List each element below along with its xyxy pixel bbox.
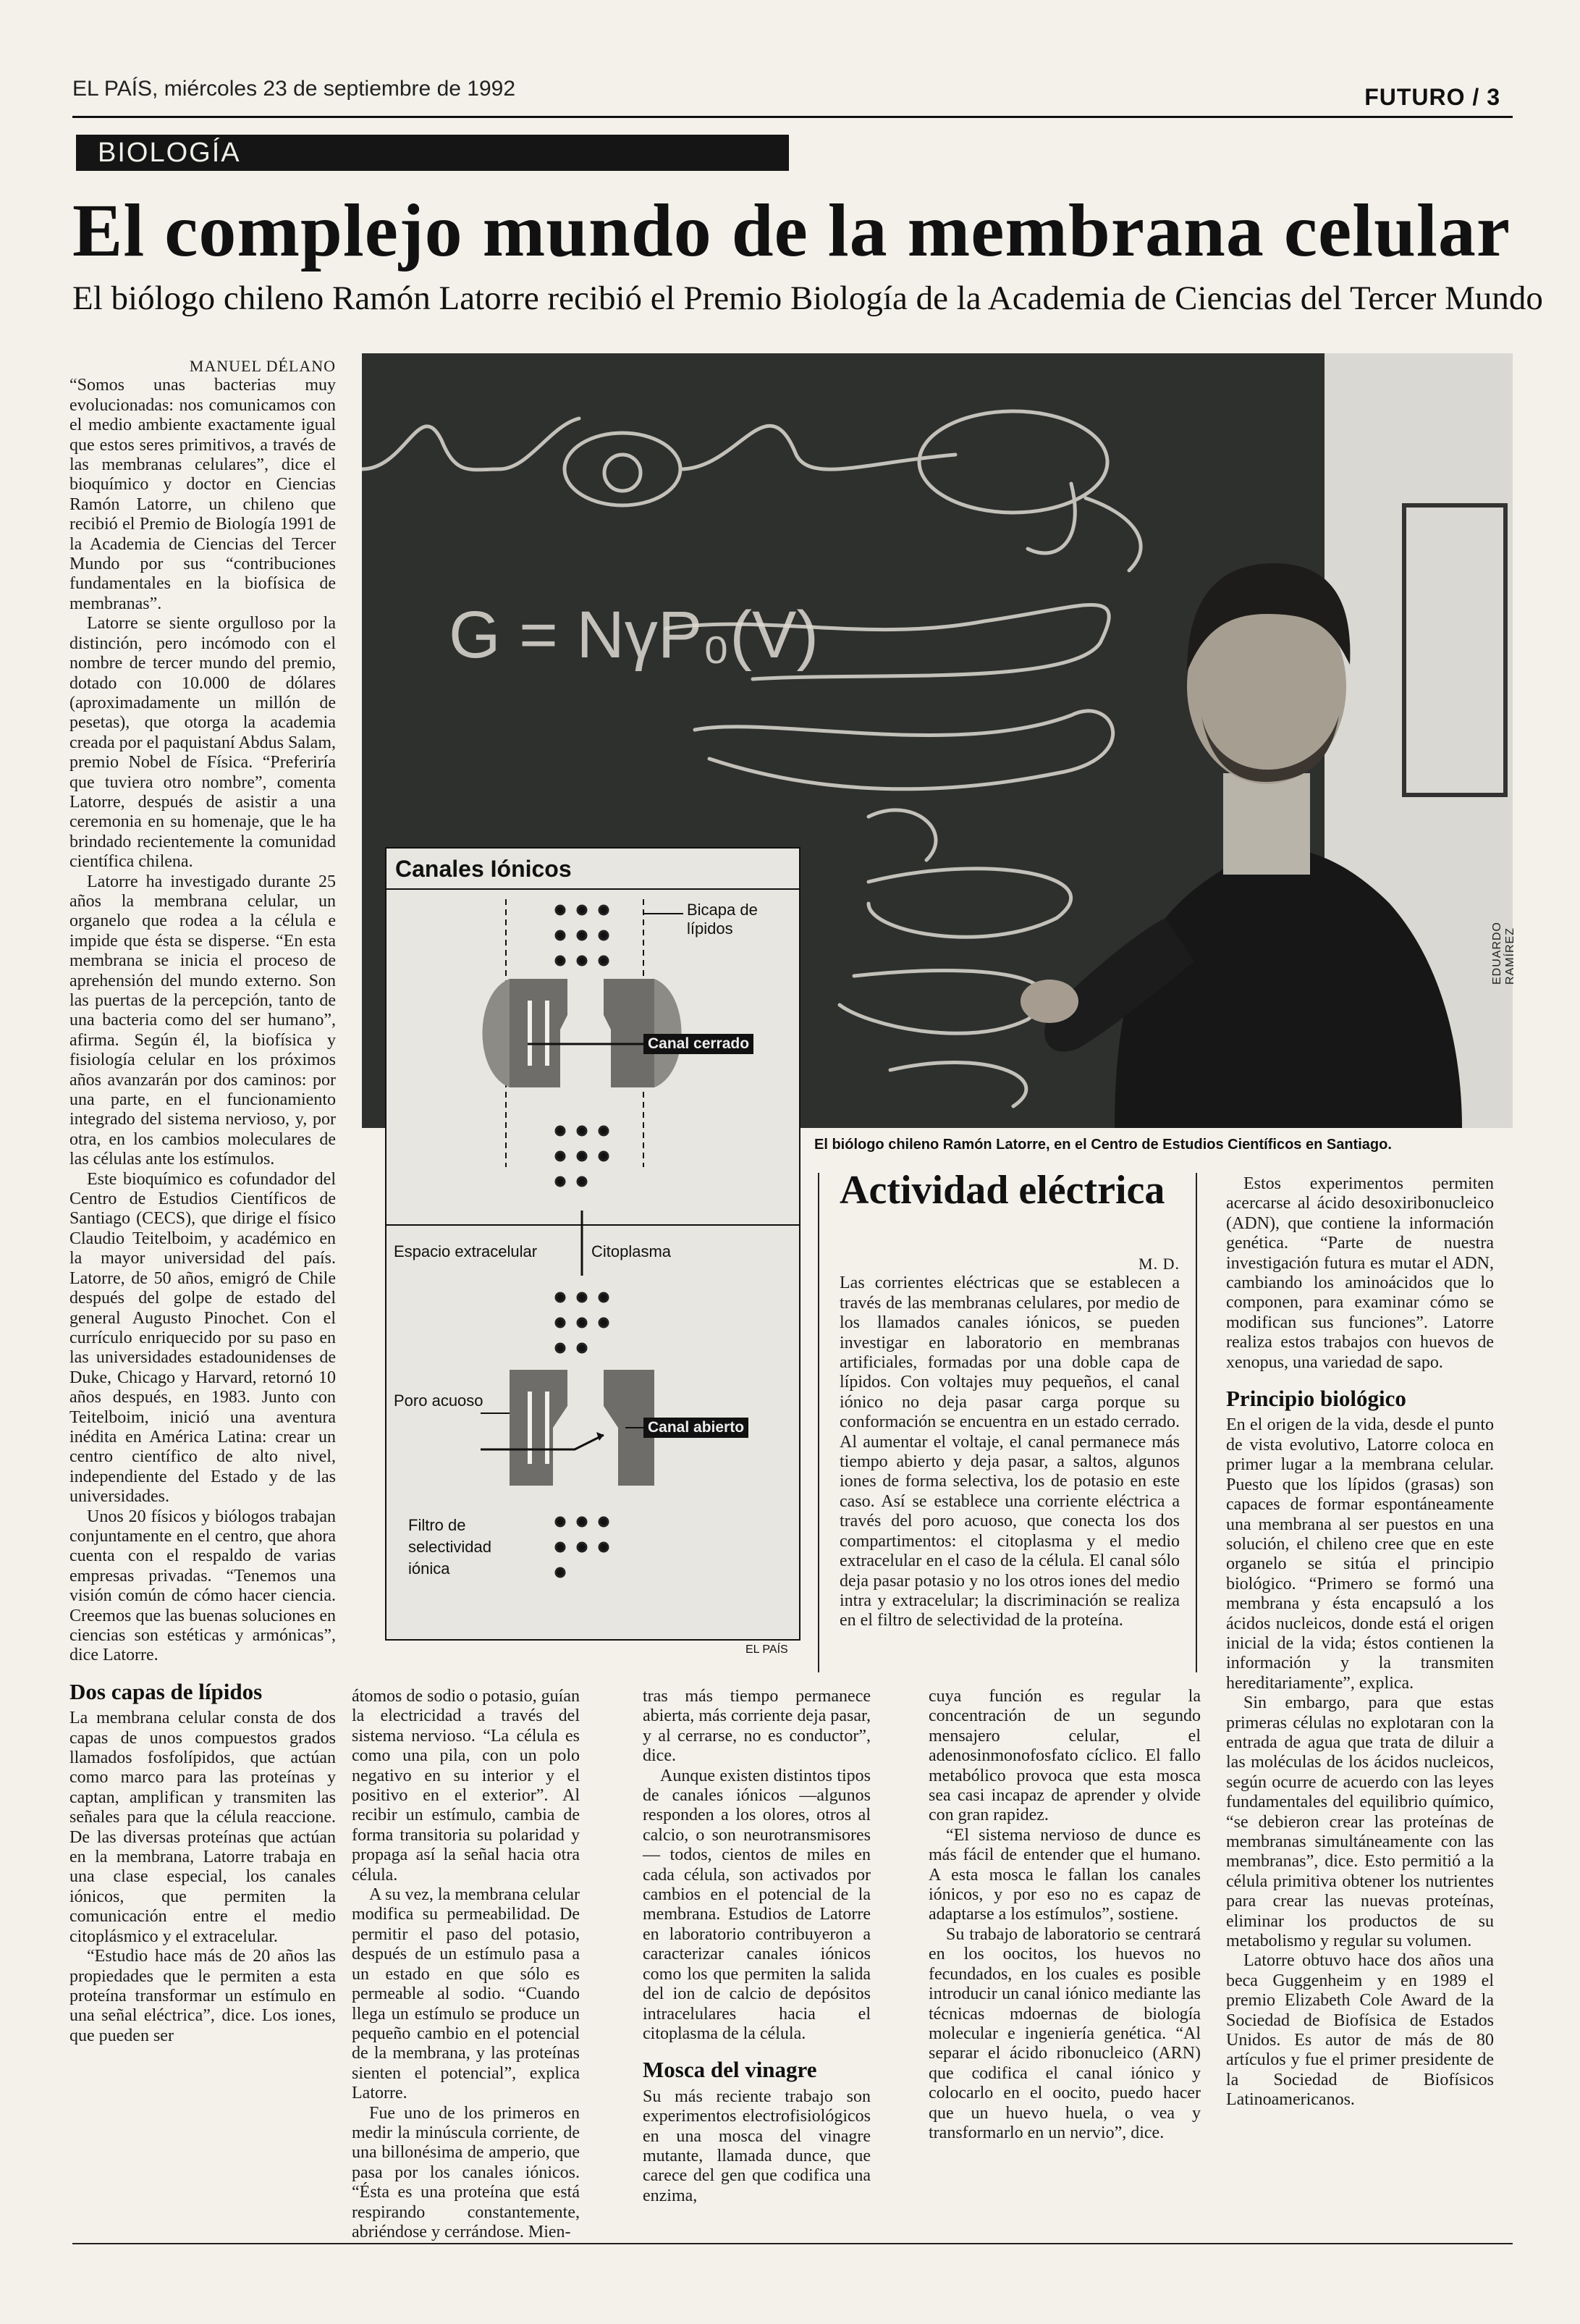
subheadline: El biólogo chileno Ramón Latorre recibió el Premio Biología de la Academia de Ciencias del Tercer Mundo	[72, 279, 1543, 317]
subheading-dos-capas: Dos capas de lípidos	[69, 1678, 263, 1704]
paragraph: En el origen de la vida, desde el punto de vista evolutivo, Latorre coloca en primer lugar a la membrana celular. Puesto que los lípidos (grasas) son capaces de formar espontáneamente una membrana al ser puestos en una solución, el chileno cree que en este organelo se sitúa el principio biológico. “Primero se formó una membrana y ésta encapsuló a los ácidos nucleicos, donde está el origen inicial de la vida; éstos contienen la información y la transmiten hereditariamente”, explica.	[1226, 1415, 1494, 1693]
paragraph: Unos 20 físicos y biólogos trabajan conjuntamente en el centro, que ahora cuenta con el respaldo de varias empresas privadas. “Tenemos una visión común de cómo hacer ciencia. Creemos que las buenas soluciones en ciencias son estéticas y armónicas”, dice Latorre.	[69, 1507, 336, 1665]
paragraph: Las corrientes eléctricas que se establecen a través de las membranas celulares, por medio de los llamados canales iónicos, se pueden investigar en laboratorio en membranas artificiales, formadas por una doble capa de lípidos. Con voltajes muy pequeños, el canal iónico no deja pasar carga porque su conformación se encuentra en un estado cerrado. Al aumentar el voltaje, el canal permanece más tiempo abierto y deja pasar, a saltos, algunos iones de forma selectiva, los de potasio en este caso. Así se establece una corriente eléctrica a través del poro acuoso, que conecta los dos compartimentos: el citoplasma y el medio extracelular en el caso de la célula. El canal sólo deja pasar potasio y no los otros iones del medio intra y extracelular; la discriminación se realiza en el filtro de selectividad de la proteína.	[840, 1273, 1180, 1630]
footer-rule	[72, 2243, 1513, 2244]
paragraph: cuya función es regular la concentración de un segundo mensajero celular, el adenosinmonofosfato cíclico. El fallo metabólico provoca que esta mosca sea casi incapaz de aprender y olvide con gran rapidez.	[929, 1687, 1201, 1825]
label-citoplasma: Citoplasma	[591, 1242, 672, 1260]
photo-caption: El biólogo chileno Ramón Latorre, en el Centro de Estudios Científicos en Santiago.	[814, 1137, 1392, 1153]
paragraph: tras más tiempo permanece abierta, más corriente deja pasar, y al cerrarse, no es conductor”, dice.	[643, 1687, 871, 1766]
board-formula: G = NγP₀(V)	[449, 598, 819, 672]
paragraph: Latorre se siente orgulloso por la distinción, pero incómodo con el nombre de tercer mundo del premio, dotado con 10.000 de dólares (aproximadamente un millón de pesetas), que otorga la academia creada por el paquistaní Abdus Salam, premio Nobel de Física. “Preferiría que tuviera otro nombre”, comenta Latorre, después de asistir a una ceremonia en su homenaje, que le ha brindado recientemente la comunidad científica chilena.	[69, 614, 336, 872]
photo-credit: EDUARDO RAMÍREZ	[1491, 921, 1516, 985]
sidebar-actividad-text	[840, 1254, 1180, 1631]
paragraph: “Estudio hace más de 20 años las propiedades que le permiten a esta proteína transformar un estímulo en una señal eléctrica”, dice. Los iones, que pueden ser	[69, 1947, 336, 2045]
column-4	[929, 1687, 1201, 2143]
label-filtro-selectividad: Filtro de selectividad iónica	[408, 1516, 491, 1578]
paragraph: “Somos unas bacterias muy evolucionadas: nos comunicamos con el medio ambiente exactamente igual que estos seres primitivos, a través de las membranas celulares”, dice el bioquímico y doctor en Ciencias Ramón Latorre, un chileno que recibió el Premio de Biología 1991 de la Academia de Ciencias del Tercer Mundo por sus “contribuciones fundamentales en la biofísica de membranas”.	[69, 376, 336, 613]
sidebar-left-rule	[818, 1173, 819, 1672]
infographic-title: Canales Iónicos	[395, 856, 572, 882]
infographic-source: EL PAÍS	[745, 1643, 788, 1656]
paragraph: “El sistema nervioso de dunce es más fácil de entender que el humano. A esta mosca le fallan los canales iónicos, y por eso no es capaz de adaptarse a los estímulos”, sostiene.	[929, 1825, 1201, 1924]
sidebar-title-actividad: Actividad eléctrica	[840, 1168, 1165, 1213]
paragraph: Fue uno de los primeros en medir la minúscula corriente, de una billonésima de amperio, que pasa por los canales iónicos. “Ésta es una proteína que está respirando constantemente, abriéndose y cerrándose. Mien-	[352, 2103, 580, 2241]
paragraph: Sin embargo, para que estas primeras células no explotaran con la entrada de agua que trata de diluir a las moléculas de los ácidos nucleicos, según ocurre de acuerdo con las leyes fundamentales del equilibrio químico, “se debieron crear las proteínas de membranas simultáneamente con las membranas”, dice. Esto permitió a la célula primitiva obtener los nutrientes para crear las nuevas proteínas, eliminar los productos de su metabolismo y regular su volumen.	[1226, 1693, 1494, 1951]
sidebar-byline: M. D.	[1138, 1255, 1180, 1273]
label-poro-acuoso: Poro acuoso	[394, 1392, 483, 1410]
section-label: BIOLOGÍA	[98, 138, 241, 168]
newspaper-date-header: EL PAÍS, miércoles 23 de septiembre de 1992	[72, 77, 516, 101]
paragraph: Latorre obtuvo hace dos años una beca Guggenheim y en 1989 el premio Elizabeth Cole Award de la Sociedad de Biofísica de Estados Unidos. Es autor de más de 80 artículos y fue el primer presidente de la Sociedad de Biofísicos Latinoamericanos.	[1226, 1951, 1494, 2110]
subheading-principio: Principio biológico	[1226, 1386, 1406, 1412]
paragraph: Estos experimentos permiten acercarse al ácido desoxiribonucleico (ADN), que contiene la información genética. “Parte de nuestra investigación futura es mutar el ADN, cambiando los aminoácidos que lo componen, para examinar cómo se modifican sus funciones”. Latorre realiza estos trabajos con huevos de xenopus, una variedad de sapo.	[1226, 1174, 1494, 1372]
label-canal-abierto: Canal abierto	[643, 1418, 748, 1438]
paragraph: Latorre ha investigado durante 25 años la membrana celular, un organelo que rodea a la célula e impide que ésta se disperse. “En esta membrana se inicia el proceso de aprehensión del mundo externo. Son las puertas de la percepción, tanto de una bacteria como del ser humano”, afirma. Según él, la biofísica y fisiología celular en los próximos años avanzarán por dos caminos: por una parte, en el funcionamiento integrado del sistema nervioso, y, por otra, en los cambios moleculares de las células ante los estímulos.	[69, 872, 336, 1169]
ion-channel-infographic	[385, 847, 800, 1641]
headline: El complejo mundo de la membrana celular	[72, 189, 1511, 272]
column-2	[352, 1687, 580, 2242]
label-canal-cerrado: Canal cerrado	[643, 1034, 753, 1054]
header-rule	[72, 116, 1513, 118]
paragraph: A su vez, la membrana celular modifica su permeabilidad. De permitir el paso del potasio, después de un estímulo pasa a un estado en que sólo es permeable al sodio. “Cuando llega un estímulo se produce un pequeño cambio en el potencial de la membrana, y las proteínas sienten el potencial”, explica Latorre.	[352, 1885, 580, 2103]
paragraph: Su más reciente trabajo son experimentos electrofisiológicos en una mosca del vinagre mutante, llamada dunce, que carece del gen que codifica una enzima,	[643, 2087, 871, 2205]
paragraph: Este bioquímico es cofundador del Centro de Estudios Científicos de Santiago (CECS), que dirige el físico Claudio Teitelboim, y académico en la mayor universidad del país. Latorre, de 50 años, emigró de Chile después del golpe de estado del general Augusto Pinochet. Con el currículo enriquecido por su paso en las universidades estadounidenses de Duke, Chicago y Harvard, retornó 10 años después, en 1983. Junto con Teitelboim, inició una aventura inédita en América Latina: crear un centro científico de alto nivel, independiente del Estado y de las universidades.	[69, 1169, 336, 1507]
column-1	[69, 356, 336, 2046]
paragraph: Aunque existen distintos tipos de canales iónicos —algunos responden a los olores, otros al calcio, o son neurotransmisores— todos, cientos de miles en cada célula, son activados por cambios en el potencial de la membrana. Estudios de Latorre en laboratorio contribuyeron a caracterizar canales iónicos como los que permiten la salida del ion de calcio de depósitos intracelulares hacia el citoplasma de la célula.	[643, 1766, 871, 2043]
page-section-number: FUTURO / 3	[1364, 84, 1500, 110]
column-3	[643, 1687, 871, 2206]
paragraph: átomos de sodio o potasio, guían la electricidad a través del sistema nervioso. “La célula es como una pila, con un polo negativo en su interior y el positivo en el exterior”. Al recibir un estímulo, cambia de forma transitoria su polaridad y propaga así la señal hacia otra célula.	[352, 1687, 580, 1885]
paragraph: La membrana celular consta de dos capas de unos compuestos grados llamados fosfolípidos, que actúan como marco para las proteínas y captan, amplifican y transmiten las señales para que la célula reaccione. De las diversas proteínas que actúan en la membrana, Latorre trabaja en una clase especial, los canales iónicos, que permiten la comunicación entre el medio citoplásmico y el extracelular.	[69, 1709, 336, 1946]
label-bicapa: Bicapa de lípidos	[687, 901, 758, 938]
subheading-mosca: Mosca del vinagre	[643, 2057, 817, 2083]
sidebar-right-rule	[1196, 1173, 1197, 1672]
paragraph: Su trabajo de laboratorio se centrará en los oocitos, los huevos no fecundados, en los cuales es posible introducir un canal iónico mediante las técnicas mdoernas de biología molecular e ingeniería genética. “Al separar el ácido ribonucleico (ARN) que codifica el canal iónico y colocarlo en el oocito, puedo hacer que un huevo huela, o vea y transformarlo en un nervio”, dice.	[929, 1924, 1201, 2142]
label-espacio-extracelular: Espacio extracelular	[394, 1242, 538, 1260]
column-5	[1226, 1174, 1494, 2110]
byline: MANUEL DÉLANO	[189, 357, 336, 375]
